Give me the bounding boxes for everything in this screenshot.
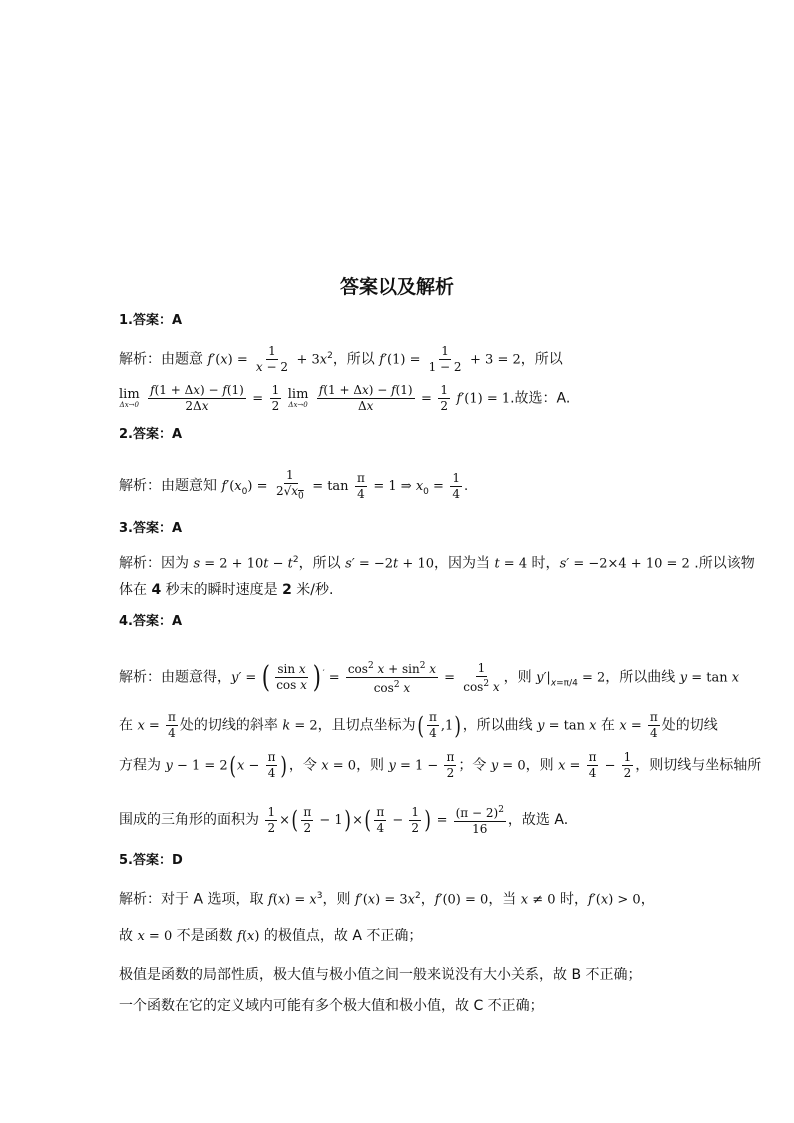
fraction: $\frac{\pi}{4}$ [167, 710, 176, 740]
q3-line-2: 体在 4 秒末的瞬时速度是 2 米/秒. [119, 582, 334, 598]
fraction: $\frac{\cos^2 x + \sin^2 x}{\cos^2 x}$ [347, 661, 437, 695]
fraction: $\frac{\pi}{4}$ [267, 750, 276, 780]
q5-line-3: 极值是函数的局部性质，极大值与极小值之间一般来说没有大小关系，故 B 不正确； [119, 967, 642, 983]
q4-line-3: 方程为 y − 1 = 2(x − $\frac{\pi}{4}$ )，令 x = 0，则 y = 1 − $\frac{\pi}{2}$ ；令 y = 0，则 x = $\frac{\pi}{4}$ − $\frac{1}{2}$ ，则切线与坐标轴所 [119, 750, 762, 780]
q5-line-4: 一个函数在它的定义域内可能有多个极大值和极小值，故 C 不正确； [119, 998, 544, 1014]
q4-line-4: 围成的三角形的面积为 $\frac{1}{2}$ ×( $\frac{\pi}{2}$ − 1)×( $\frac{\pi}{4}$ − $\frac{1}{2}$ ) = $\frac{(\pi - 2)^2}{16}$ ，故选 A. [119, 804, 569, 836]
page-title: 答案以及解析 [339, 276, 454, 298]
limit: lim Δx→0 [119, 386, 140, 409]
q4-line-2: 在 x = $\frac{\pi}{4}$ 处的切线的斜率 k = 2，且切点坐标为( $\frac{\pi}{4}$ ,1)，所以曲线 y = tan x 在 x = $\frac{\pi}{4}$ 处的切线 [119, 710, 718, 740]
fraction: $\frac{1}{2}$ [411, 804, 420, 835]
answer-heading-5: 5.答案：D [119, 853, 183, 868]
answer-heading-2: 2.答案：A [119, 427, 183, 442]
fraction: $\frac{\pi}{4}$ [429, 710, 437, 740]
fraction: $\frac{1}{\cos^2 x}$ [463, 660, 500, 694]
q1-line-2: lim Δx→0 $\frac{f(1 + \Delta x) - f(1)}{2\Delta x}$ = $\frac{1}{2}$ lim Δx→0 $\frac{f(1 + \Delta x) - f(1)}{\Delta x}$ = $\frac{1}{2}$ f′(1) = 1.故选：A. [119, 383, 571, 413]
q4-line-1: 解析：由题意得，y′ = ( $\frac{\text{sin x}}{\text{cos x}}$ ) ′ = $\frac{\cos^2 x + \sin^2 x}{\cos^2 x}$ = $\frac{1}{\cos^2 x}$ ，则 $y'|_{x=\pi/4} = 2$，所以曲线 y = tan x [119, 659, 740, 695]
q2-label: 解析：由题意知 [119, 478, 217, 495]
q5-line-1: 解析：对于 A 选项，取 $f(x) = x^3$，则 $f'(x) = 3x^2$，f′(0) = 0，当 x ≠ 0 时，f′(x) > 0， [119, 891, 655, 908]
fraction: $\frac{1}{2}$ [267, 804, 276, 835]
q2-line-1: 解析：由题意知 $f'(x_0)$ = $\frac{1}{2√x_0}$ = tan $\frac{\pi}{4}$ = 1 ⇒ $x_0$ = $\frac{1}{4}$ . [119, 468, 694, 504]
fraction: $\frac{\pi}{2}$ [446, 750, 455, 780]
fraction: $\frac{1}{1 - 2}$ [428, 344, 462, 374]
fraction: $\frac{1}{4}$ [452, 470, 461, 501]
answer-heading-3: 3.答案：A [119, 521, 183, 536]
fraction: $\frac{\text{sin x}}{\text{cos x}}$ [276, 662, 307, 692]
fraction: $\frac{1}{2}$ [440, 383, 449, 413]
fraction: $\frac{1}{2}$ [271, 383, 280, 413]
fraction: $\frac{1}{2}$ [623, 750, 632, 780]
fraction: $\frac{\pi}{4}$ [649, 710, 658, 740]
fraction: $\frac{\pi}{4}$ [588, 750, 597, 780]
fraction: $\frac{f(1 + \Delta x) - f(1)}{2\Delta x}$ [150, 383, 244, 413]
fraction: $\frac{f(1 + \Delta x) - f(1)}{\Delta x}$ [318, 383, 413, 413]
fraction: $\frac{1}{2√x_0}$ [275, 468, 304, 502]
q1-label: 解析：由题意 [119, 351, 203, 368]
fraction: $\frac{(\pi - 2)^2}{16}$ [455, 805, 504, 836]
q3-line-1: 解析：因为 $s = 2 + 10t - t^2$，所以 s′ = −2t + 10，因为当 t = 4 时，s′ = −2×4 + 10 = 2 .所以该物 [119, 555, 755, 572]
q1-line-1: 解析：由题意 f′(x) = $\frac{1}{x - 2}$ + $3x^2$，所以 f′(1) = $\frac{1}{1 - 2}$ + 3 = 2，所以 [119, 344, 563, 374]
fraction: $\frac{\pi}{4}$ [357, 470, 365, 501]
answer-heading-4: 4.答案：A [119, 614, 183, 629]
limit: lim Δx→0 [287, 386, 309, 409]
fraction: $\frac{1}{x - 2}$ [255, 344, 288, 374]
fraction: $\frac{\pi}{4}$ [376, 804, 385, 835]
answer-heading-1: 1.答案：A [119, 313, 183, 328]
q5-line-2: 故 x = 0 不是函数 f(x) 的极值点，故 A 不正确； [119, 928, 423, 944]
fraction: $\frac{\pi}{2}$ [303, 804, 312, 835]
